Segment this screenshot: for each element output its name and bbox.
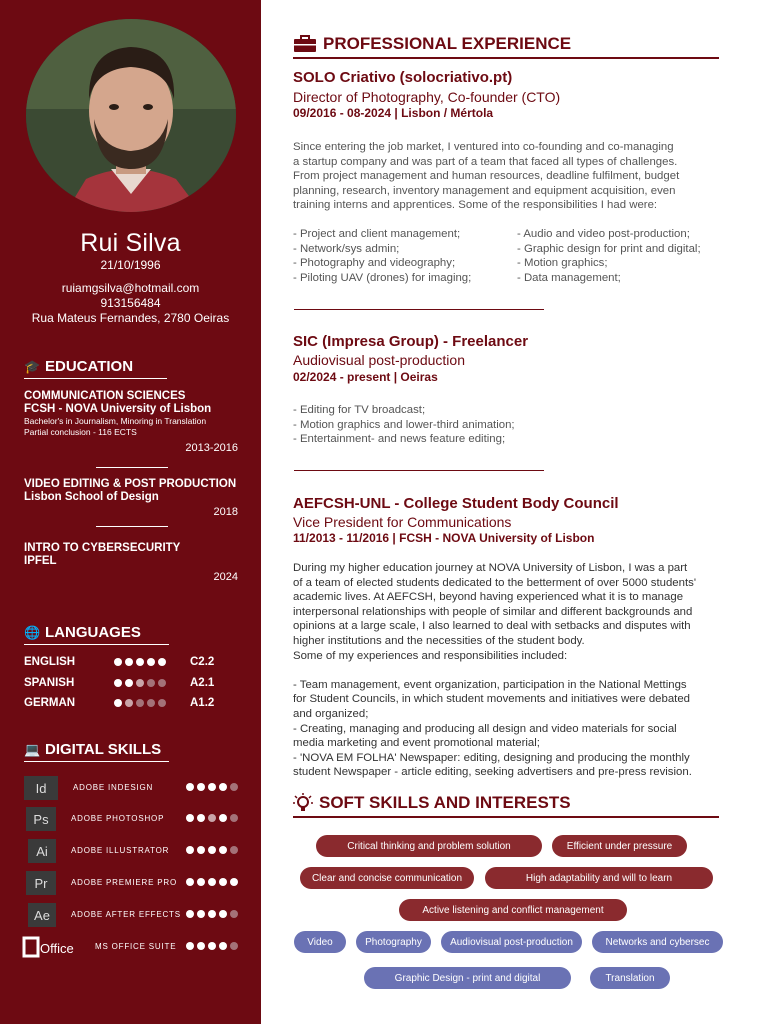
rating-dots [114, 699, 166, 707]
rating-dots [186, 910, 238, 918]
soft-skills-heading: SOFT SKILLS AND INTERESTS [293, 793, 719, 818]
globe-icon: 🌐 [24, 624, 41, 640]
illustrator-logo-icon [20, 838, 66, 864]
email[interactable]: ruiamgsilva@hotmail.com [61, 281, 200, 295]
digital-skills-heading: 💻 DIGITAL SKILLS [24, 741, 169, 762]
experience-heading: PROFESSIONAL EXPERIENCE [293, 34, 719, 59]
date-of-birth: 21/10/1996 [100, 258, 161, 272]
job-role: Audiovisual post-production [293, 352, 465, 368]
job-company: SIC (Impresa Group) - Freelancer [293, 333, 529, 350]
svg-text:Pr: Pr [34, 876, 48, 891]
rating-dots [186, 942, 238, 950]
skill-row: Office MS OFFICE SUITE [20, 934, 242, 962]
job-role: Vice President for Communications [293, 514, 512, 530]
premiere-logo-icon [20, 870, 66, 896]
skill-row: Ae ADOBE AFTER EFFECTS [20, 902, 242, 930]
full-name: Rui Silva [80, 229, 181, 257]
profile-photo [26, 19, 236, 212]
sidebar: Rui Silva 21/10/1996 ruiamgsilva@hotmail.com 913156484 Rua Mateus Fernandes, 2780 Oeiras 🎓 EDUCATION COMMUNICATION SCIENCES FCSH - NOVA University of Lisbon Bachelor's in Journalism, Minoring in Translation Partial conclusion - 116 ECTS 2013-2016 VIDEO EDITING & POST PRODUCTION Lisbon School of Design 2018 INTRO TO CYBERSECURITY IPFEL 2024 🌐 LANGUAGES ENGLISH C2.2 SPANISH A2.1 GERMAN A1.2 💻 DIGITAL SKILLS Id ADOBE INDESIGN Ps ADOBE PHOTOSHOP Ai ADOBE ILLUSTRATOR Pr ADOBE PREMIERE PRO Ae ADOBE AFTER EFFECTS Office MS OFFICE SUITE [0, 0, 261, 1024]
job-company: SOLO Criativo (solocriativo.pt) [293, 69, 513, 86]
skill-pill: Audiovisual post-production [441, 931, 582, 953]
skill-pill: Active listening and conflict management [399, 899, 627, 921]
skill-pill: Clear and concise communication [300, 867, 474, 889]
job-description: During my higher education journey at NOVA University of Lisbon, I was a part of a team of elected students dedicated to the betterment of over 5000 students' academic lives. At AEFCSH, beyond having experienced what it is to manage interpersonal relationships with people of similar and different backgrounds and opinions at a large scale, I also learned to deal with setbacks and disputes with higher institutions and the necessities of the student body. Some of my experiences and responsibilities included: - Team management, event organization, participation in the National Mettings for Student Councils, in which student movements and initiatives were debated and organized; - Creating, managing and producing all design and video materials for social media marketing and event promotional material; - 'NOVA EM FOLHA' Newspaper: editing, designing and producing the monthly student Newspaper - article editing, seeking advertisers and pre-press revision. [293, 562, 697, 779]
after-effects-logo-icon [20, 902, 66, 928]
education-heading: 🎓 EDUCATION [24, 358, 167, 379]
responsibility-list: - Editing for TV broadcast; - Motion graphics and lower-third animation; - Entertainment- and news feature editing; [293, 404, 515, 446]
job-dates: 02/2024 - present | Oeiras [293, 370, 438, 384]
skill-pill: Networks and cybersec [592, 931, 723, 953]
skill-pill: High adaptability and will to learn [485, 867, 713, 889]
svg-text:Id: Id [35, 781, 47, 796]
skill-row: Pr ADOBE PREMIERE PRO [20, 870, 242, 898]
divider [96, 526, 168, 527]
svg-text:Office: Office [40, 941, 74, 956]
divider [96, 467, 168, 468]
education-item: VIDEO EDITING & POST PRODUCTION Lisbon School of Design 2018 [24, 478, 238, 518]
responsibility-list: - Audio and video post-production; - Graphic design for print and digital; - Motion graphics; - Data management; [517, 228, 701, 284]
skill-pill: Graphic Design - print and digital [364, 967, 571, 989]
svg-text:Ps: Ps [33, 812, 49, 827]
skill-pill: Critical thinking and problem solution [316, 835, 542, 857]
rating-dots [186, 846, 238, 854]
responsibility-list: - Project and client management; - Network/sys admin; - Photography and videography; - Piloting UAV (drones) for imaging; [293, 228, 472, 284]
rating-dots [186, 878, 238, 886]
job-company: AEFCSH-UNL - College Student Body Council [293, 495, 619, 512]
education-item: INTRO TO CYBERSECURITY IPFEL 2024 [24, 542, 238, 583]
skill-row: Ps ADOBE PHOTOSHOP [20, 806, 242, 834]
skill-pill: Efficient under pressure [552, 835, 687, 857]
job-dates: 09/2016 - 08-2024 | Lisbon / Mértola [293, 106, 494, 120]
skill-row: Id ADOBE INDESIGN [20, 775, 242, 803]
rating-dots [186, 783, 238, 791]
rating-dots [114, 679, 166, 687]
job-description: Since entering the job market, I ventured into co-founding and co-managing a startup company and was part of a team that faced all types of challenges. From project management and human resources, deadline fulfilment, budget planning, research, inventory management and equipment acquisition, even training interns and apprentices. Some of the responsibilities I had were: [293, 141, 680, 212]
divider [294, 470, 544, 471]
office-logo-icon [20, 934, 86, 960]
briefcase-icon [293, 35, 317, 53]
indesign-logo-icon [20, 775, 66, 801]
lightbulb-icon [293, 793, 313, 813]
skill-pill: Video [294, 931, 346, 953]
skill-pill: Photography [356, 931, 431, 953]
skill-row: Ai ADOBE ILLUSTRATOR [20, 838, 242, 866]
svg-text:Ai: Ai [36, 844, 48, 859]
address: Rua Mateus Fernandes, 2780 Oeiras [31, 311, 230, 325]
graduation-cap-icon: 🎓 [24, 358, 41, 374]
divider [294, 309, 544, 310]
photoshop-logo-icon [20, 806, 66, 832]
job-dates: 11/2013 - 11/2016 | FCSH - NOVA University of Lisbon [293, 531, 595, 545]
rating-dots [114, 658, 166, 666]
svg-text:Ae: Ae [34, 908, 50, 923]
phone[interactable]: 913156484 [100, 296, 161, 310]
rating-dots [186, 814, 238, 822]
job-role: Director of Photography, Co-founder (CTO) [293, 89, 561, 105]
languages-heading: 🌐 LANGUAGES [24, 624, 169, 645]
computer-icon: 💻 [24, 741, 41, 757]
skill-pill: Translation [590, 967, 670, 989]
education-item: COMMUNICATION SCIENCES FCSH - NOVA University of Lisbon Bachelor's in Journalism, Minoring in Translation Partial conclusion - 116 ECTS 2013-2016 [24, 390, 238, 454]
